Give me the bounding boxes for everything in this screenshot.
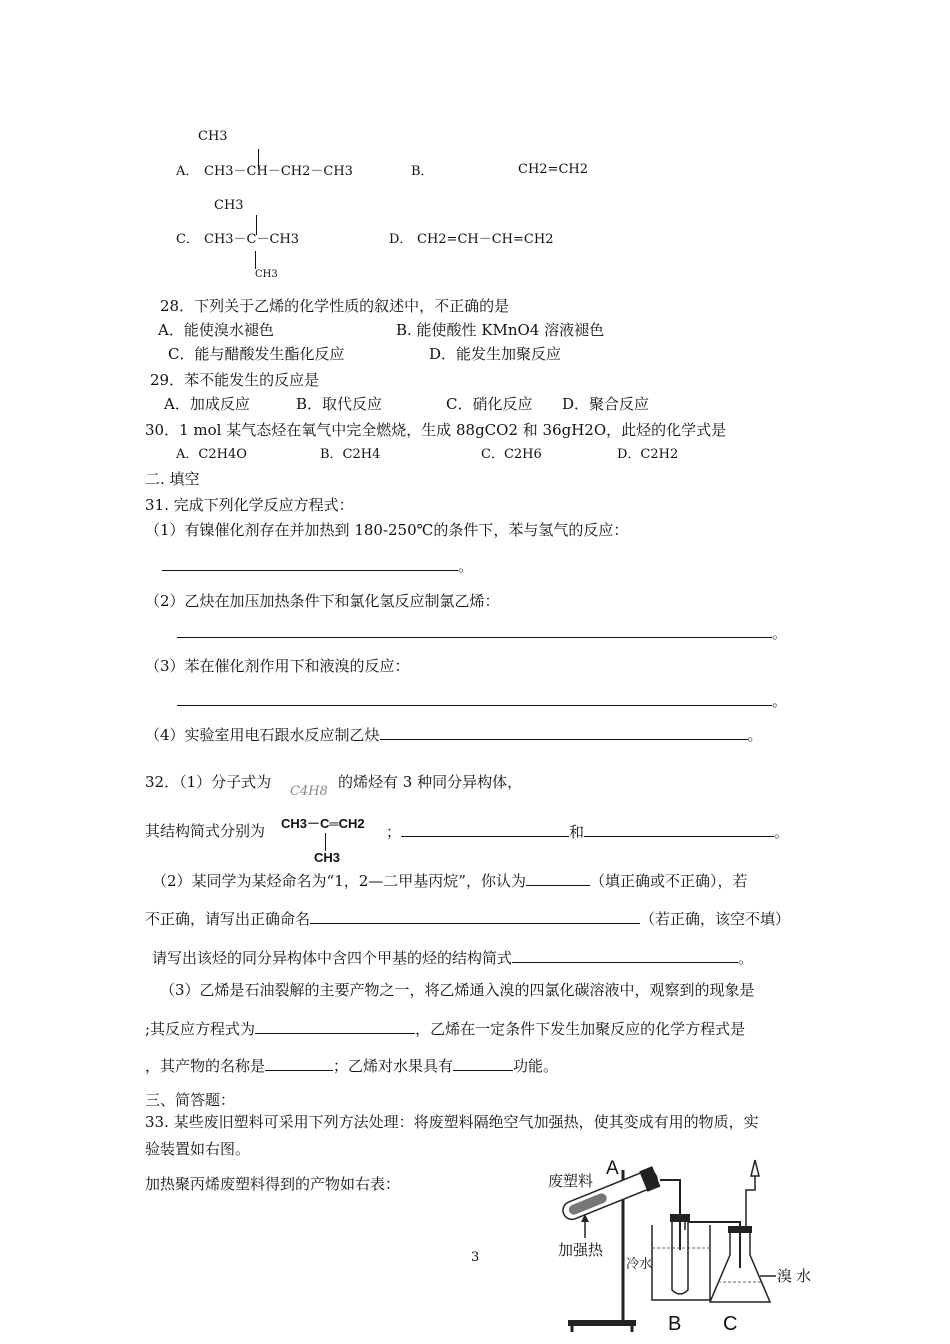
q32-structure-bottom: CH3 [314,850,341,865]
q28-option-a: A．能使溴水褪色 [158,321,274,339]
label-heat: 加强热 [558,1242,604,1259]
q31-part2: （2）乙炔在加压加热条件下和氯化氢反应制氯乙烯： [145,592,500,610]
label-cold-water: 冷水 [626,1256,653,1271]
q27-c-bottom-methyl: CH3 [255,269,278,280]
q32-four-methyl-blank[interactable] [512,948,738,963]
q31-part3: （3）苯在催化剂作用下和液溴的反应： [145,657,410,675]
q32-part3-line1: （3）乙烯是石油裂解的主要产物之一，将乙烯通入溴的四氯化碳溶液中，观察到的现象是 [160,981,755,999]
q27-d-label: D． [389,232,413,247]
q27-b-formula: CH2=CH2 [518,162,589,177]
q31-part3-answer[interactable]: 。 [177,691,787,710]
q31-part2-answer[interactable]: 。 [177,623,787,642]
apparatus-figure [540,1150,815,1340]
label-waste-plastic: 废塑料 [548,1173,594,1190]
q28-option-d: D．能发生加聚反应 [429,345,562,363]
q32-structure-top: CH3－C═CH2 [281,816,365,831]
q33-line1: 33. 某些废旧塑料可采用下列方法处理：将废塑料隔绝空气加强热，使其变成有用的物质，实 [145,1113,759,1131]
q32-part3-line3: ，其产物的名称是 ；乙烯对水果具有 功能。 [145,1057,559,1075]
q29-option-b: B．取代反应 [296,395,383,413]
q33-line2: 验装置如右图。 [145,1140,251,1158]
q27-d-formula: CH2=CH－CH=CH2 [417,232,554,247]
q32-part2-line2: 不正确，请写出正确命名 （若正确，该空不填） [145,910,791,928]
q31-part1-answer[interactable]: 。 [162,556,473,575]
q29-option-c: C．硝化反应 [446,395,533,413]
q31-part1: （1）有镍催化剂存在并加热到 180-250℃的条件下，苯与氢气的反应： [145,521,629,539]
q30-option-b: B．C2H4 [320,447,381,462]
q32-isomer-blank-2[interactable] [584,822,774,837]
q32-line1-post: 的烯烃有 3 种同分异构体， [338,773,523,791]
q29-option-d: D．聚合反应 [562,395,650,413]
q28-option-c: C．能与醋酸发生酯化反应 [168,345,345,363]
q27-c-formula: CH3－C－CH3 [204,232,300,247]
q30-option-d: D．C2H2 [617,447,679,462]
q30-option-a: A．C2H4O [176,447,247,462]
label-b: B [668,1313,682,1335]
q32-formula: C4H8 [290,784,328,799]
q28-option-b: B. 能使酸性 KMnO4 溶液褪色 [396,321,605,339]
label-bromine-water: 溴 水 [777,1268,812,1285]
q29-stem: 29．苯不能发生的反应是 [150,371,320,389]
stand-base [568,1320,636,1326]
q32-isomer-blank-1[interactable] [401,822,569,837]
q29-option-a: A．加成反应 [164,395,250,413]
q27-a-label: A． [176,164,199,179]
nozzle [751,1160,759,1176]
label-a: A [606,1158,619,1179]
q32-part2-line3: 请写出该烃的同分异构体中含四个甲基的烃的结构简式 。 [152,949,754,967]
q32-part3-line2: ;其反应方程式为 ，乙烯在一定条件下发生加聚反应的化学方程式是 [145,1020,746,1038]
q31-part4: （4）实验室用电石跟水反应制乙炔 。 [145,726,763,744]
section-short-answer-heading: 三、简答题： [145,1091,236,1109]
q30-option-c: C．C2H6 [481,447,542,462]
section-fill-in-heading: 二. 填空 [145,470,200,488]
q30-stem: 30．1 mol 某气态烃在氧气中完全燃烧，生成 88gCO2 和 36gH2O，此烃的化学式是 [145,421,727,439]
q32-isomer-answers: ； 和 。 [386,823,790,841]
q32-function-blank[interactable] [453,1056,513,1071]
q32-line2-pre: 其结构简式分别为 [145,822,266,840]
q28-stem: 28．下列关于乙烯的化学性质的叙述中，不正确的是 [160,297,510,315]
q27-a-formula: CH3－CH－CH2－CH3 [204,164,353,179]
q32-correct-name-blank[interactable] [310,909,640,924]
q27-a-top-methyl: CH3 [198,129,228,144]
q27-c-label: C． [176,232,199,247]
q31-part4-answer[interactable] [380,725,748,740]
gas-outlet [746,1176,755,1226]
q32-correctness-blank[interactable] [526,871,590,886]
page-number: 3 [471,1250,480,1265]
q27-b-label: B． [411,164,434,179]
q33-line3: 加热聚丙烯废塑料得到的产物如右表： [145,1175,401,1193]
q31-stem: 31. 完成下列化学反应方程式： [145,496,354,514]
q32-line1: 32．（1）分子式为 [145,773,272,791]
q32-product-name-blank[interactable] [265,1056,333,1071]
label-c: C [723,1313,738,1335]
q27-c-top-methyl: CH3 [214,198,244,213]
q32-part2-line1: （2）某同学为某烃命名为“1，2—二甲基丙烷”，你认为 （填正确或不正确），若 [152,872,748,890]
q32-equation-blank[interactable] [255,1019,415,1034]
